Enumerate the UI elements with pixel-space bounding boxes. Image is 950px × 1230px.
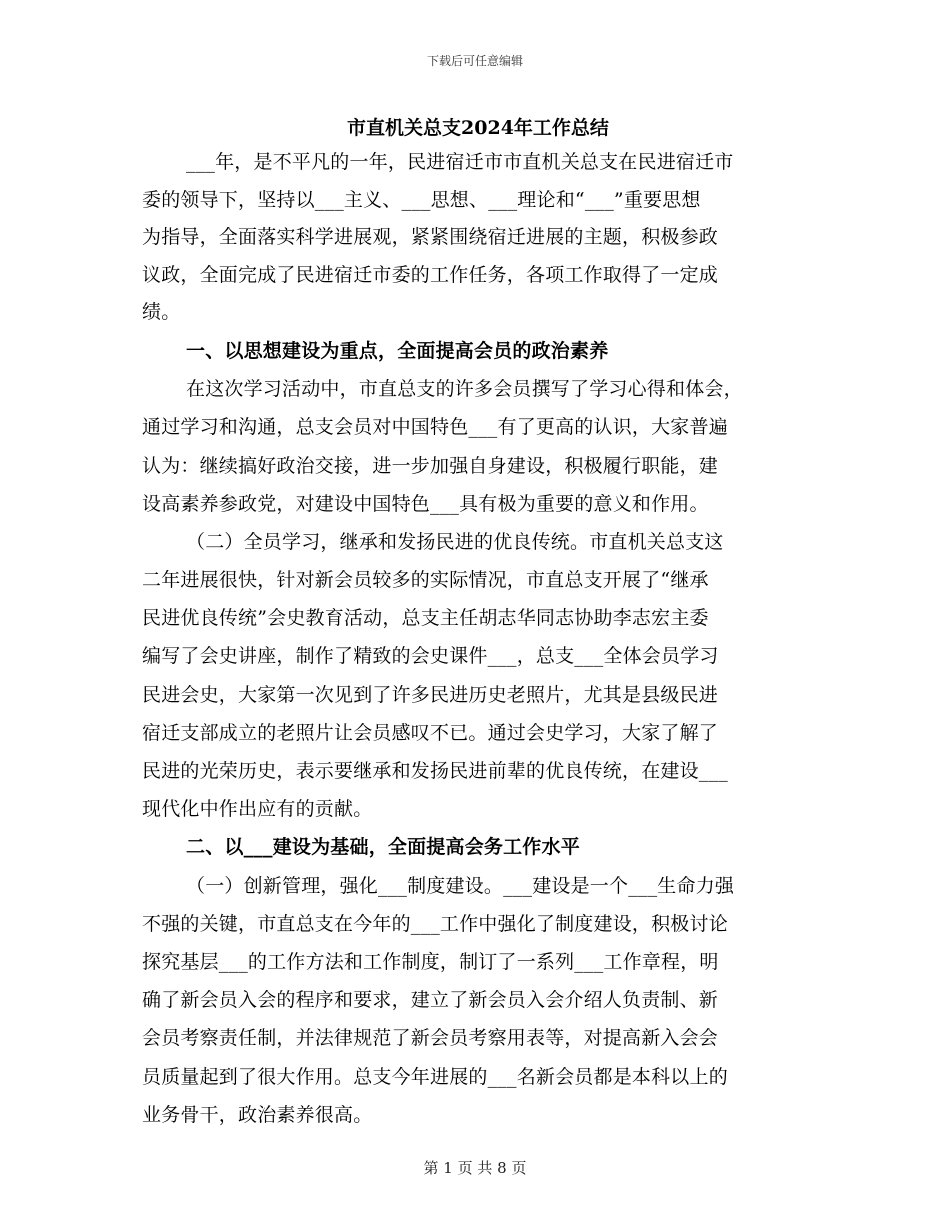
section1-paragraph-2 bbox=[142, 523, 804, 829]
page-number-footer: 第 1 页 共 8 页 bbox=[423, 1159, 527, 1177]
page-header: 下载后可任意编辑 bbox=[426, 54, 523, 68]
text-line: 宿迁支部成立的老照片让会员感叹不已。通过会史学习，大家了解了 bbox=[142, 721, 719, 744]
text-line: 民进的光荣历史，表示要继承和发扬民进前辈的优良传统，在建设___ bbox=[142, 760, 728, 783]
text-line: 确了新会员入会的程序和要求，建立了新会员入会介绍人负责制、新 bbox=[142, 989, 719, 1012]
document-title: 市直机关总支2024年工作总结 bbox=[347, 117, 609, 139]
section-heading-2: 二、以___建设为基础，全面提高会务工作水平 bbox=[186, 836, 580, 859]
text-line: 不强的关键，市直总支在今年的___工作中强化了制度建设，积极讨论 bbox=[142, 912, 728, 935]
text-line: 业务骨干，政治素养很高。 bbox=[142, 1103, 373, 1126]
text-line: （二）全员学习，继承和发扬民进的优良传统。市直机关总支这 bbox=[186, 530, 724, 553]
text-line: 二年进展很快，针对新会员较多的实际情况，市直总支开展了“继承 bbox=[142, 569, 709, 592]
text-line: 认为：继续搞好政治交接，进一步加强自身建设，积极履行职能，建 bbox=[142, 454, 719, 477]
section-heading-1: 一、以思想建设为重点，全面提高会员的政治素养 bbox=[186, 339, 609, 362]
text-line: 通过学习和沟通，总支会员对中国特色___有了更高的认识，大家普遍 bbox=[142, 416, 728, 439]
text-line: 为指导，全面落实科学进展观，紧紧围绕宿迁进展的主题，积极参政 bbox=[142, 226, 719, 249]
text-line: 员质量起到了很大作用。总支今年进展的___名新会员都是本科以上的 bbox=[142, 1065, 728, 1088]
text-line: 现代化中作出应有的贡献。 bbox=[142, 798, 373, 821]
text-line: 议政，全面完成了民进宿迁市委的工作任务，各项工作取得了一定成 bbox=[142, 263, 719, 286]
text-line: 民进会史，大家第一次见到了许多民进历史老照片，尤其是县级民进 bbox=[142, 683, 719, 706]
text-line: 编写了会史讲座，制作了精致的会史课件___，总支___全体会员学习 bbox=[142, 645, 719, 668]
text-line: 会员考察责任制，并法律规范了新会员考察用表等，对提高新入会会 bbox=[142, 1027, 719, 1050]
text-line: 委的领导下，坚持以___主义、___思想、___理论和“___”重要思想 bbox=[142, 188, 701, 211]
text-line: 民进优良传统”会史教育活动，总支主任胡志华同志协助李志宏主委 bbox=[142, 607, 709, 630]
section1-paragraph-1 bbox=[142, 370, 804, 523]
document-body bbox=[142, 112, 804, 1134]
text-line: 探究基层___的工作方法和工作制度，制订了一系列___工作章程，明 bbox=[142, 950, 719, 973]
text-line: 绩。 bbox=[142, 301, 181, 324]
section2-paragraph-1 bbox=[142, 867, 804, 1134]
text-line: 设高素养参政党，对建设中国特色___具有极为重要的意义和作用。 bbox=[142, 492, 709, 515]
text-line: 在这次学习活动中，市直总支的许多会员撰写了学习心得和体会， bbox=[186, 378, 743, 401]
intro-paragraph bbox=[142, 144, 804, 332]
text-line: （一）创新管理，强化___制度建设。___建设是一个___生命力强 bbox=[186, 874, 735, 897]
text-line: ___年，是不平凡的一年，民进宿迁市市直机关总支在民进宿迁市 bbox=[186, 151, 734, 173]
